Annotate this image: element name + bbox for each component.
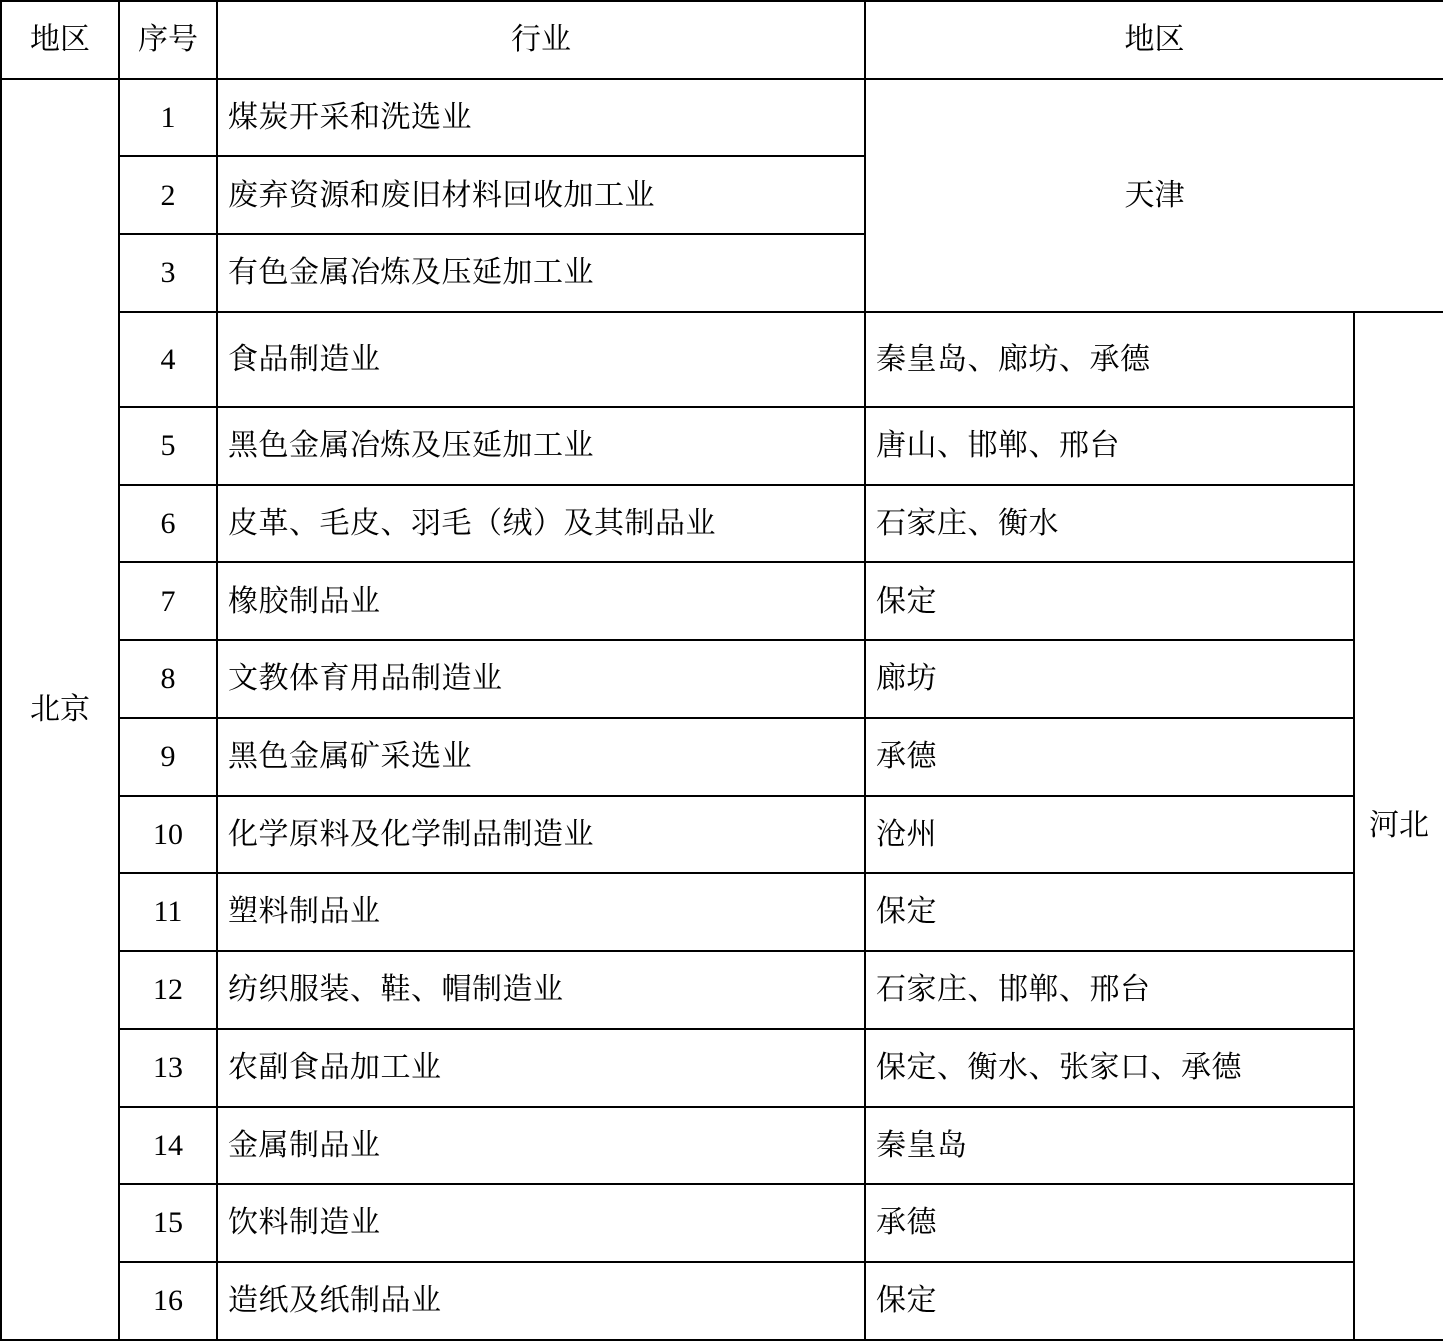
cell-hebei: 河北 [1354, 312, 1443, 1340]
cell-index: 9 [119, 718, 217, 796]
cell-industry: 造纸及纸制品业 [217, 1262, 865, 1340]
cell-industry: 橡胶制品业 [217, 562, 865, 640]
cell-index: 8 [119, 640, 217, 718]
header-region-right: 地区 [865, 1, 1443, 79]
table-row [1, 951, 1443, 1029]
header-index: 序号 [119, 1, 217, 79]
cell-industry: 黑色金属冶炼及压延加工业 [217, 407, 865, 485]
table-row [1, 718, 1443, 796]
table-row [1, 407, 1443, 485]
table-row [1, 562, 1443, 640]
cell-index: 11 [119, 873, 217, 951]
cell-index: 10 [119, 796, 217, 874]
cell-area: 承德 [865, 718, 1354, 796]
cell-industry: 煤炭开采和洗选业 [217, 79, 865, 157]
table-row [1, 1262, 1443, 1340]
cell-industry: 皮革、毛皮、羽毛（绒）及其制品业 [217, 485, 865, 563]
table-row [1, 796, 1443, 874]
cell-index: 3 [119, 234, 217, 312]
cell-area: 保定 [865, 562, 1354, 640]
cell-area: 保定 [865, 1262, 1354, 1340]
cell-industry: 纺织服装、鞋、帽制造业 [217, 951, 865, 1029]
header-industry: 行业 [217, 1, 865, 79]
cell-index: 5 [119, 407, 217, 485]
cell-industry: 饮料制造业 [217, 1184, 865, 1262]
cell-area: 石家庄、邯郸、邢台 [865, 951, 1354, 1029]
cell-tianjin: 天津 [865, 79, 1443, 312]
cell-industry: 塑料制品业 [217, 873, 865, 951]
cell-area: 石家庄、衡水 [865, 485, 1354, 563]
cell-index: 7 [119, 562, 217, 640]
cell-area: 廊坊 [865, 640, 1354, 718]
cell-index: 12 [119, 951, 217, 1029]
cell-industry: 食品制造业 [217, 312, 865, 407]
cell-industry: 农副食品加工业 [217, 1029, 865, 1107]
cell-index: 4 [119, 312, 217, 407]
cell-index: 16 [119, 1262, 217, 1340]
cell-area: 沧州 [865, 796, 1354, 874]
cell-industry: 文教体育用品制造业 [217, 640, 865, 718]
cell-area: 承德 [865, 1184, 1354, 1262]
table-row [1, 1029, 1443, 1107]
cell-area: 保定、衡水、张家口、承德 [865, 1029, 1354, 1107]
cell-index: 15 [119, 1184, 217, 1262]
table-row [1, 312, 1443, 407]
cell-area: 保定 [865, 873, 1354, 951]
table-row [1, 1184, 1443, 1262]
cell-industry: 黑色金属矿采选业 [217, 718, 865, 796]
cell-industry: 有色金属冶炼及压延加工业 [217, 234, 865, 312]
cell-area: 唐山、邯郸、邢台 [865, 407, 1354, 485]
cell-area: 秦皇岛、廊坊、承德 [865, 312, 1354, 407]
table-row [1, 640, 1443, 718]
cell-industry: 废弃资源和废旧材料回收加工业 [217, 156, 865, 234]
header-region-left: 地区 [1, 1, 119, 79]
table-row [1, 79, 1443, 157]
table-row [1, 873, 1443, 951]
table-row [1, 485, 1443, 563]
cell-left-region: 北京 [1, 79, 119, 1340]
table-row [1, 1107, 1443, 1185]
cell-index: 1 [119, 79, 217, 157]
cell-index: 2 [119, 156, 217, 234]
cell-industry: 金属制品业 [217, 1107, 865, 1185]
cell-industry: 化学原料及化学制品制造业 [217, 796, 865, 874]
cell-index: 14 [119, 1107, 217, 1185]
cell-area: 秦皇岛 [865, 1107, 1354, 1185]
table-header-row [1, 1, 1443, 79]
cell-index: 13 [119, 1029, 217, 1107]
cell-index: 6 [119, 485, 217, 563]
